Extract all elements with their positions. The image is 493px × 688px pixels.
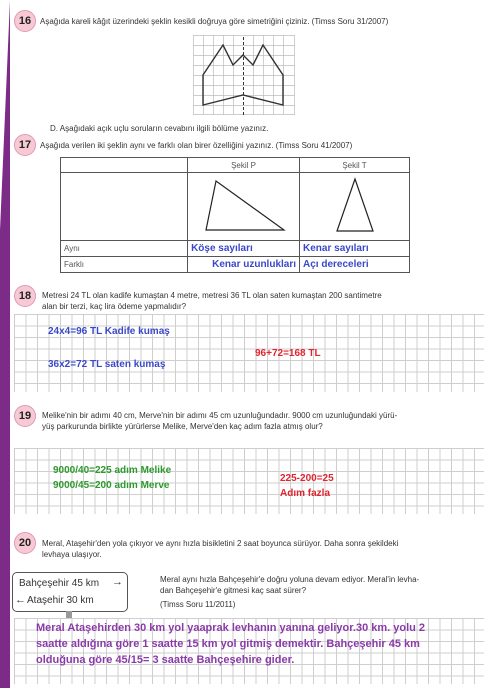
isosceles-triangle-figure [305, 175, 405, 237]
table-corner [61, 158, 188, 173]
question-19-text-line1: Melike'nin bir adımı 40 cm, Merve'nin bir adımı 45 cm uzunluğundadır. 9000 cm uzunluğundaki yürü- [42, 411, 398, 420]
question-16-number: 16 [14, 10, 36, 32]
table-figure-label-cell [61, 173, 188, 241]
row-label-different: Farklı [61, 257, 188, 273]
question-19-text-line2: yüş parkurunda birlikte yürürlerse Melike, Merve'den kaç adım fazla atmış olur? [42, 422, 323, 431]
answer-18-line1: 24x4=96 TL Kadife kumaş [48, 326, 170, 337]
question-20-side-line1: Meral aynı hızla Bahçeşehir'e doğru yoluna devam ediyor. Meral'in levha- [160, 575, 420, 584]
answer-same-p: Köşe sayıları [191, 243, 253, 254]
answer-18-total: 96+72=168 TL [255, 348, 321, 359]
answer-20-line1: Meral Ataşehirden 30 km yol yaaprak levhanın yanına geliyor.30 km. yolu 2 [36, 622, 426, 634]
answer-19-line3: 225-200=25 [280, 473, 334, 484]
question-17-text: Aşağıda verilen iki şeklin aynı ve farklı olan birer özelliğini yazınız. (Timss Soru 41/2007) [40, 141, 353, 150]
question-19-number: 19 [14, 405, 36, 427]
answer-diff-p: Kenar uzunlukları [212, 259, 297, 270]
diff-p-cell [188, 257, 300, 273]
answer-18-line2: 36x2=72 TL saten kumaş [48, 359, 166, 370]
question-17-number: 17 [14, 134, 36, 156]
road-sign [12, 572, 128, 612]
column-header-p: Şekil P [188, 158, 300, 173]
section-d-instruction: D. Aşağıdaki açık uçlu soruların cevabını ilgili bölüme yazınız. [50, 124, 269, 133]
arrow-left-icon: ← [15, 594, 26, 606]
figure-p-cell [188, 173, 300, 241]
same-p-cell [188, 241, 300, 257]
answer-19-line2: 9000/45=200 adım Merve [53, 480, 170, 491]
left-bar-cut [0, 0, 10, 230]
question-16-text: Aşağıda kareli kâğıt üzerindeki şeklin kesikli doğruya göre simetriğini çiziniz. (Timss Soru 31/2007) [40, 17, 389, 26]
answer-20-line3: olduğuna göre 45/15= 3 saatte Bahçeşehire gider. [36, 654, 295, 666]
sign-atasehir: Ataşehir 30 km [27, 595, 94, 606]
question-20-text-line2: levhaya ulaşıyor. [42, 550, 102, 559]
arrow-right-icon: → [112, 576, 123, 588]
symmetry-grid-figure [193, 35, 295, 115]
right-triangle-figure [194, 175, 294, 237]
sign-bahcesehir: Bahçeşehir 45 km [19, 578, 100, 589]
question-18-text-line1: Metresi 24 TL olan kadife kumaştan 4 metre, metresi 36 TL olan saten kumaştan 200 santimetre [42, 291, 382, 300]
question-20-side-line3: (Timss Soru 11/2011) [160, 600, 236, 609]
figure-t-cell [300, 173, 410, 241]
diff-t-cell [300, 257, 410, 273]
answer-19-line4: Adım fazla [280, 488, 331, 499]
answer-diff-t: Açı dereceleri [303, 259, 369, 270]
same-t-cell [300, 241, 410, 257]
answer-same-t: Kenar sayıları [303, 243, 369, 254]
comparison-table [60, 157, 410, 273]
question-20-text-line1: Meral, Ataşehir'den yola çıkıyor ve aynı hızla bisikletini 2 saat boyunca sürüyor. Daha sonra şekildeki [42, 539, 399, 548]
question-20-side-line2: dan Bahçeşehir'e gitmesi kaç saat sürer? [160, 586, 307, 595]
column-header-t: Şekil T [300, 158, 410, 173]
question-18-number: 18 [14, 285, 36, 307]
question-18-text-line2: alan bir terzi, kaç lira ödeme yapmalıdır? [42, 302, 187, 311]
answer-20-line2: saatte aldığına göre 1 saatte 15 km yol gitmiş demektir. Bahçeşehir 45 km [36, 638, 420, 650]
row-label-same: Aynı [61, 241, 188, 257]
answer-19-line1: 9000/40=225 adım Melike [53, 465, 172, 476]
question-20-number: 20 [14, 532, 36, 554]
